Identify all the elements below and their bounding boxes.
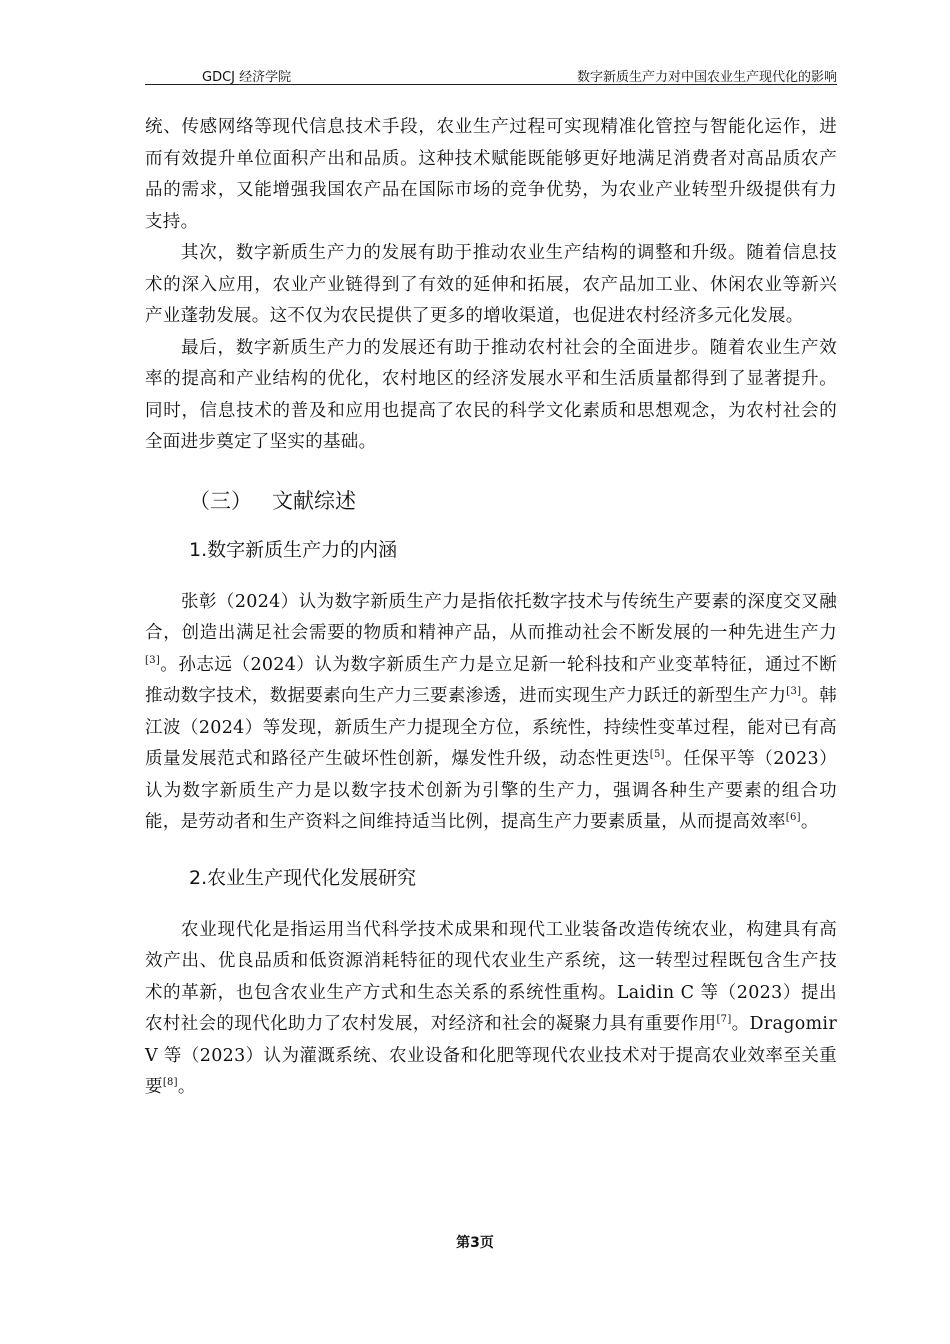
paragraph-modernization — [145, 915, 837, 1104]
header-left-text: GDCJ 经济学院 — [202, 70, 292, 85]
section-title: 文献综述 — [272, 488, 356, 513]
subsection-heading-1: 1.数字新质生产力的内涵 — [189, 538, 398, 561]
citation-ref: [5] — [649, 749, 665, 760]
paragraph-second: 其次，数字新质生产力的发展有助于推动农业生产结构的调整和升级。随着信息技术的深入应用，农业产业链得到了有效的延伸和拓展，农产品加工业、休闲农业等新兴产业蓬勃发展。这不仅为农民提供了更多的增收渠道，也促进农村经济多元化发展。 — [145, 243, 837, 326]
paragraph-last: 最后，数字新质生产力的发展还有助于推动农村社会的全面进步。随着农业生产效率的提高和产业结构的优化，农村地区的经济发展水平和生活质量都得到了显著提升。同时，信息技术的普及和应用也提高了农民的科学文化素质和思想观念，为农村社会的全面进步奠定了坚实的基础。 — [145, 337, 837, 452]
text-run: 。韩江波（2024）等发现，新质生产力提现全方位，系统性，持续性变革过程，能对已有高质量发展范式和路径产生破坏性创新，爆发性升级，动态性更迭 — [145, 686, 838, 769]
text-run: 。 — [800, 812, 819, 832]
text-run: 张彰（2024）认为数字新质生产力是指依托数字技术与传统生产要素的深度交叉融合，创造出满足社会需要的物质和精神产品，从而推动社会不断发展的一种先进生产力 — [145, 591, 837, 643]
citation-ref: [8] — [162, 1077, 178, 1088]
header-right-text: 数字新质生产力对中国农业生产现代化的影响 — [576, 70, 837, 85]
text-run: 农业现代化是指运用当代科学技术成果和现代工业装备改造传统农业，构建具有高效产出、优良品质和低资源消耗特征的现代农业生产系统，这一转型过程既包含生产技术的革新，也包含农业生产方式和生态关系的系统性重构。Laidin C 等（2023）提出农村社会的现代化助力了农村发展，对经济和社会的凝聚力具有重要作用 — [145, 919, 837, 1034]
paragraph-connotation — [145, 587, 837, 839]
text-run: 。 — [177, 1077, 196, 1097]
text-run: 。孙志远（2024）认为数字新质生产力是立足新一轮科技和产业变革特征，通过不断推动数字技术，数据要素向生产力三要素渗透，进而实现生产力跃迁的新型生产力 — [145, 654, 837, 706]
page-body — [145, 112, 837, 1104]
paragraph-continued: 统、传感网络等现代信息技术手段，农业生产过程可实现精准化管控与智能化运作，进而有效提升单位面积产出和品质。这种技术赋能既能够更好地满足消费者对高品质农产品的需求，又能增强我国农产品在国际市场的竞争优势，为农业产业转型升级提供有力支持。 — [145, 117, 837, 232]
running-header — [145, 60, 837, 85]
subsection-heading-2: 2.农业生产现代化发展研究 — [189, 866, 417, 889]
citation-ref: [6] — [785, 812, 801, 823]
citation-ref: [3] — [786, 686, 802, 697]
citation-ref: [7] — [716, 1014, 732, 1025]
citation-ref: [3] — [145, 654, 161, 666]
page-number: 第3页 — [456, 1235, 494, 1251]
text-run: 。Dragomir V 等（2023）认为灌溉系统、农业设备和化肥等现代农业技术对于提高农业效率至关重要 — [145, 1014, 837, 1097]
section-number: （三） — [189, 488, 252, 513]
section-heading — [145, 485, 837, 517]
text-run: 。任保平等（2023）认为数字新质生产力是以数字技术创新为引擎的生产力，强调各种生产要素的组合功能，是劳动者和生产资料之间维持适当比例，提高生产力要素质量，从而提高效率 — [145, 749, 837, 832]
